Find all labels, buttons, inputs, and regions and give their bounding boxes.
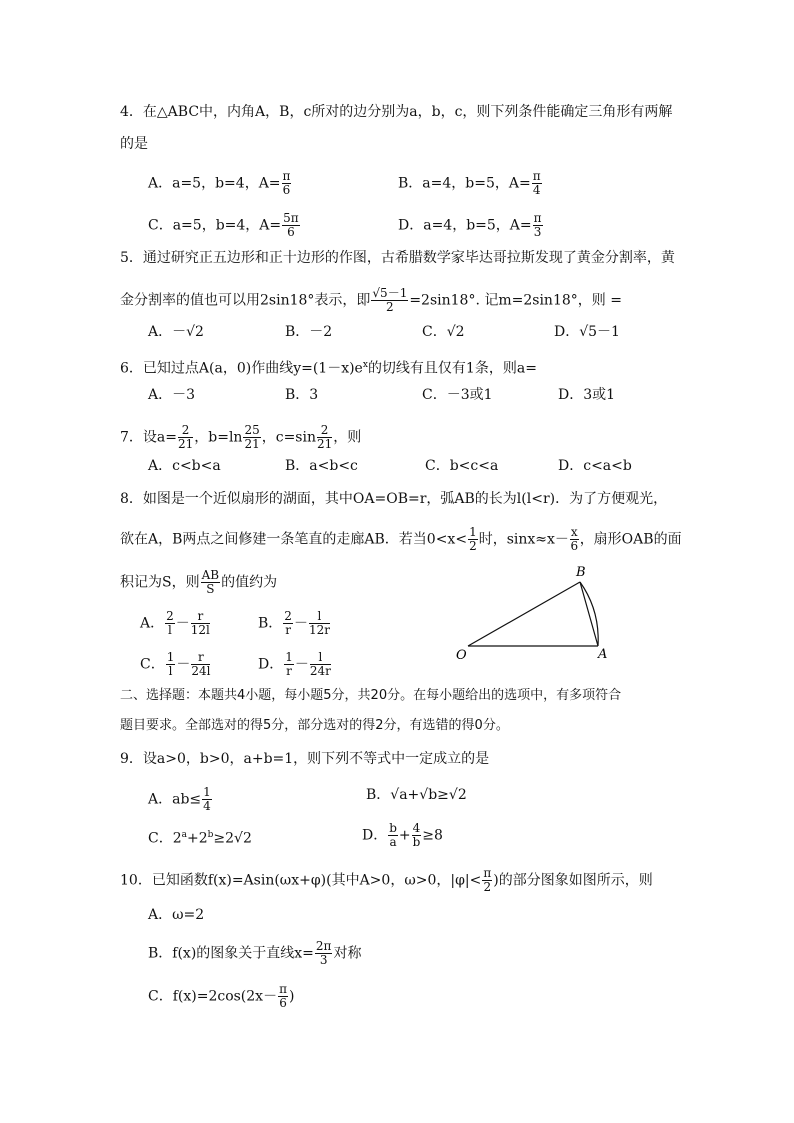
q4-stem-line1: 4．在△ABC中，内角A，B，c所对的边分别为a，b，c，则下列条件能确定三角形有两解 [120, 104, 673, 120]
q5-stem-line1: 5．通过研究正五边形和正十边形的作图，古希腊数学家毕达哥拉斯发现了黄金分割率，黄 [120, 250, 675, 266]
q6-option-a: A．－3 [148, 387, 196, 403]
label-a: A [598, 647, 608, 662]
q9-option-b: B．√a+√b≥√2 [366, 787, 467, 803]
q8-stem-line2: 欲在A，B两点之间修建一条笔直的走廊AB．若当0<x< $\frac{1}{2}$ 时，sinx≈x－ $\frac{x}{6}$ ，扇形OAB的面 [120, 525, 682, 553]
q6-option-d: D．3或1 [558, 387, 616, 403]
label-b: B [576, 565, 586, 580]
q4-option-a: A．a=5，b=4，A= $\frac{\pi}{6}$ [148, 169, 291, 197]
label-o: O [456, 648, 467, 663]
q8-option-d: D． $\frac{1}{r}$ － $\frac{l}{24r}$ [258, 650, 331, 678]
q5-option-c: C．√2 [422, 324, 465, 340]
segment-ob [468, 582, 580, 646]
q6-option-c: C．－3或1 [422, 387, 493, 403]
q8-stem-line3: 积记为S，则 $\frac{AB}{S}$ 的值约为 [120, 568, 278, 596]
q10-option-a: A．ω=2 [148, 907, 205, 923]
q8-option-b: B． $\frac{2}{r}$ － $\frac{l}{12r}$ [258, 609, 330, 637]
q6-stem: 6．已知过点A(a，0)作曲线$y=(1-x)e^x$的切线有且仅有1条，则a= [120, 360, 537, 377]
q7-option-c: C．b<c<a [425, 458, 499, 474]
q4-option-c: C．a=5，b=4，A= $\frac{5\pi}{6}$ [148, 211, 299, 239]
q5-option-a: A．－√2 [148, 324, 204, 340]
sector-figure [450, 560, 620, 670]
q7-option-d: D．c<a<b [558, 458, 632, 474]
q9-option-d: D． $\frac{b}{a}$ + $\frac{4}{b}$ ≥8 [362, 821, 443, 849]
q8-option-a: A． $\frac{2}{l}$ － $\frac{r}{12l}$ [140, 609, 210, 637]
q7-option-a: A．c<b<a [148, 458, 221, 474]
q7-option-b: B．a<b<c [285, 458, 358, 474]
q8-option-c: C． $\frac{1}{l}$ － $\frac{r}{24l}$ [140, 650, 211, 678]
q9-stem: 9．设a>0，b>0，a+b=1，则下列不等式中一定成立的是 [120, 751, 490, 767]
q4-stem-line2: 的是 [120, 136, 148, 152]
q5-option-b: B．－2 [285, 324, 333, 340]
q4-option-d: D．a=4，b=5，A= $\frac{\pi}{3}$ [398, 211, 542, 239]
section-2-heading-line1: 二、选择题：本题共4小题，每小题5分，共20分。在每小题给出的选项中，有多项符合 [120, 688, 622, 703]
q10-option-b: B．f(x)的图象关于直线x= $\frac{2\pi}{3}$ 对称 [148, 939, 362, 967]
q10-stem: 10．已知函数f(x)=Asin(ωx+φ)(其中A>0，ω>0，|φ|< $\frac{\pi}{2}$ )的部分图象如图所示，则 [120, 866, 653, 894]
q9-option-c: C．$2^a+2^b\ge 2√2$ [148, 830, 252, 847]
q5-stem-line2: 金分割率的值也可以用2sin18°表示，即 $\frac{√5-1}{2}$ =2sin18°. 记m=2sin18°，则 = [120, 286, 622, 314]
q7-stem: 7．设a= $\frac{2}{21}$ ，b=ln $\frac{25}{21}$ ，c=sin $\frac{2}{21}$ ，则 [120, 423, 362, 451]
q6-option-b: B．3 [285, 387, 319, 403]
q4-option-b: B．a=4，b=5，A= $\frac{\pi}{4}$ [398, 169, 541, 197]
q5-option-d: D．√5－1 [554, 324, 620, 340]
section-2-heading-line2: 题目要求。全部选对的得5分，部分选对的得2分，有选错的得0分。 [120, 718, 509, 733]
q9-option-a: A．ab≤ $\frac{1}{4}$ [148, 785, 211, 813]
q10-option-c: C．f(x)=2cos(2x－ $\frac{\pi}{6}$ ) [148, 982, 295, 1010]
q8-stem-line1: 8．如图是一个近似扇形的湖面，其中OA=OB=r，弧AB的长为l(l<r)．为了方便观光， [120, 491, 668, 507]
